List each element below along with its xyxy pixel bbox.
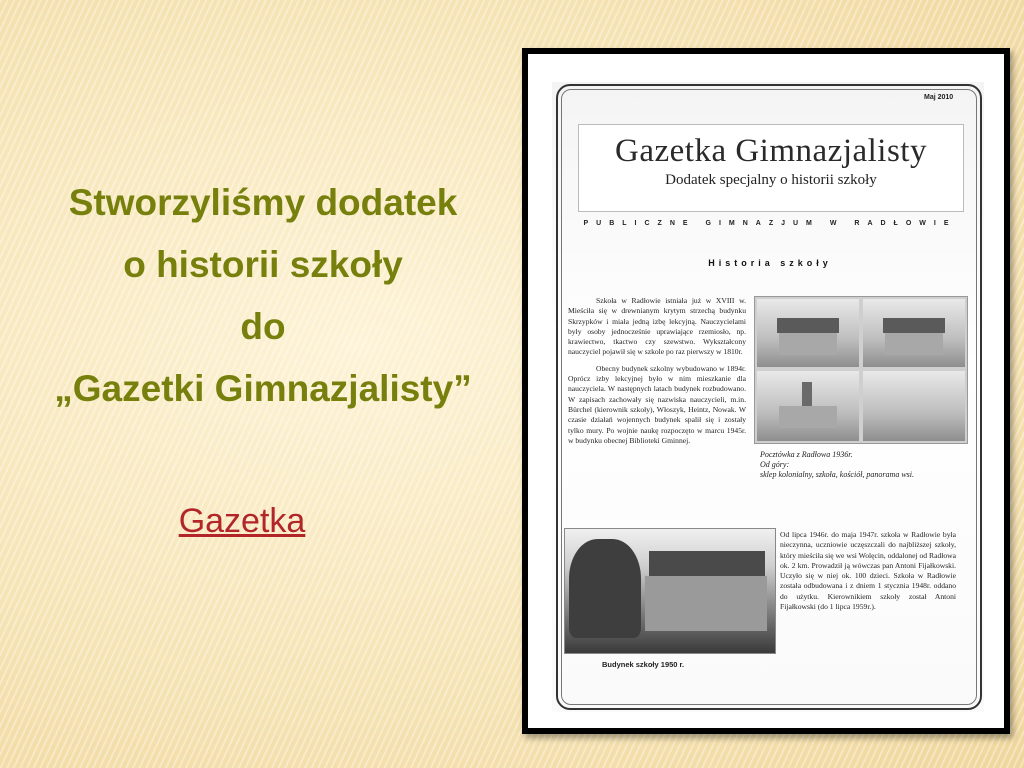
newsletter-page	[528, 54, 1004, 728]
postcard-image	[754, 296, 968, 444]
history-paragraph-3: Od lipca 1946r. do maja 1947r. szkoła w Radłowie była nieczynna, uczniowie uczęszczali do najbliższej szkoły, który mieściła się we wsi Wolęcin, oddalonej od Radłowa ok. 2 km. Prowadził ją wówczas pan Antoni Fijałkowski. Uczyło się w niej ok. 100 dzieci. Szkoła w Radłowie została odbudowana i z dniem 1 stycznia 1948r. oddano do użytku. Kierownikiem szkoły został Antoni Fijałkowski (do 1 lipca 1959r.).	[780, 530, 956, 612]
school-name: PUBLICZNE GIMNAZJUM W RADŁOWIE	[583, 220, 957, 227]
postcard-school-photo	[863, 299, 965, 367]
masthead	[578, 124, 964, 212]
caption-line-2: Od góry:	[760, 460, 790, 469]
heading-line-3: do	[240, 306, 286, 347]
postcard-church-photo	[757, 371, 859, 441]
issue-date: Maj 2010	[924, 94, 954, 101]
school-photo-caption: Budynek szkoły 1950 r.	[602, 660, 685, 669]
newsletter-title: Gazetka Gimnazjalisty	[615, 133, 927, 169]
history-column-left	[568, 296, 746, 446]
heading-line-1: Stworzyliśmy dodatek	[68, 182, 458, 223]
heading-line-2: o historii szkoły	[123, 244, 403, 285]
postcard-caption	[760, 450, 970, 480]
caption-line-3: sklep kolonialny, szkoła, kościół, panorama wsi.	[760, 470, 914, 479]
postcard-panorama-photo	[863, 371, 965, 441]
history-paragraph-2: Obecny budynek szkolny wybudowano w 1894r. Oprócz izby lekcyjnej było w nim mieszkanie dla nauczyciela. W następnych latach budynek rozbudowano. W zapisach zachowały się nazwiska nauczycieli, m.in. Bürchel (kierownik szkoły), Włoszyk, Heintz, Nowak. W czasie działań wojennych budynek spalił się i zostały tylko mury. Po wojnie naukę rozpoczęto w marcu 1945r. w budynku obecnej Biblioteki Gminnej.	[568, 363, 746, 445]
slide-heading	[8, 172, 518, 420]
caption-line-1: Pocztówka z Radłowa 1936r.	[760, 450, 853, 459]
history-column-right	[780, 530, 956, 612]
newsletter-subtitle: Dodatek specjalny o historii szkoły	[665, 172, 877, 188]
newsletter-preview	[522, 48, 1010, 734]
section-title: Historia szkoły	[708, 258, 832, 268]
postcard-shop-photo	[757, 299, 859, 367]
school-building-photo	[564, 528, 776, 654]
history-paragraph-1: Szkoła w Radłowie istniała już w XVIII w. Mieściła się w drewnianym krytym strzechą budynku Skrzypków i miała jedną izbę lekcyjną. Nauczycielami były osoby jednocześnie uprawiające rzemiosło, np. krawiectwo, tkactwo czy szewstwo. Wykształcony nauczyciel pojawił się w szkole po raz pierwszy w 1810r.	[568, 296, 746, 357]
gazetka-link[interactable]: Gazetka	[178, 502, 306, 540]
heading-line-4: „Gazetki Gimnazjalisty”	[54, 368, 472, 409]
